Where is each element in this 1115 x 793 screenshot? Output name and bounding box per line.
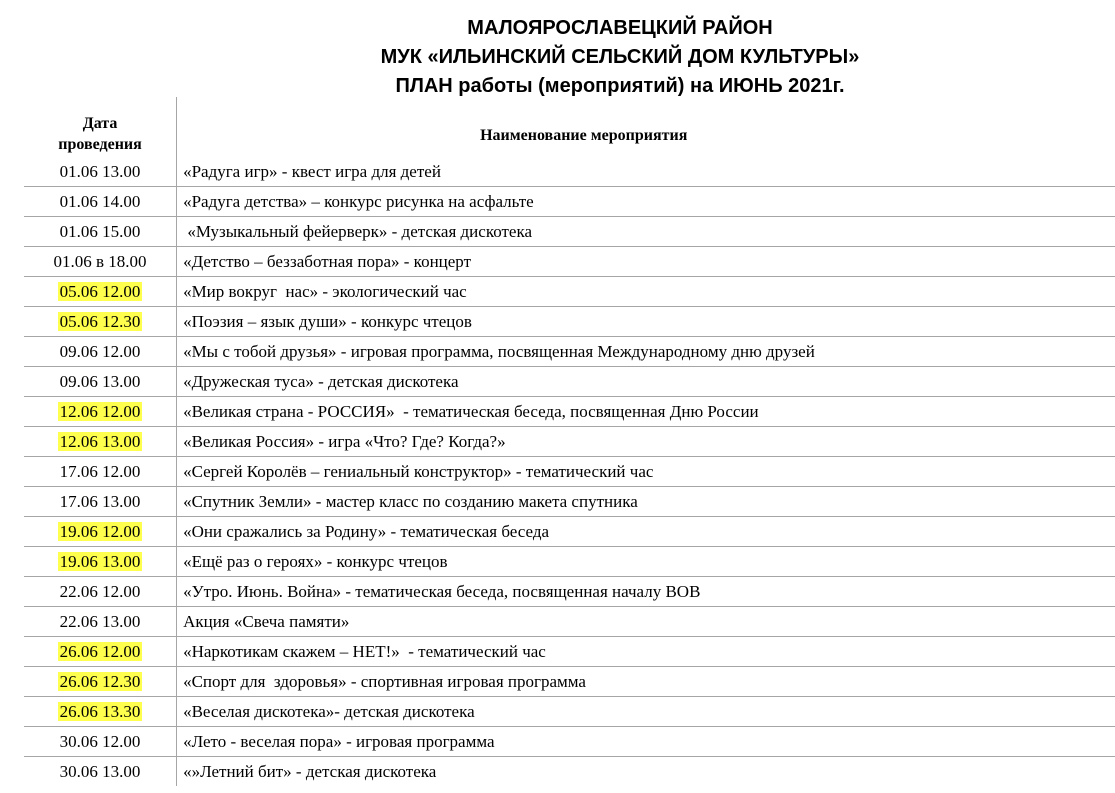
event-date: 22.06 13.00	[59, 611, 141, 631]
table-row	[24, 367, 1115, 397]
event-name: «Детство – беззаботная пора» - концерт	[177, 247, 1115, 277]
table-body	[24, 157, 1115, 786]
column-header-date-line1: Дата	[82, 115, 118, 132]
event-date: 30.06 12.00	[59, 731, 141, 751]
document-title	[0, 14, 1115, 101]
table-row	[24, 217, 1115, 247]
event-date: 17.06 12.00	[59, 461, 141, 481]
event-date-cell	[24, 457, 177, 487]
event-name: «Ещё раз о героях» - конкурс чтецов	[177, 547, 1115, 577]
event-name: «Великая Россия» - игра «Что? Где? Когда?»	[177, 427, 1115, 457]
event-date-cell	[24, 307, 177, 337]
event-date-cell	[24, 697, 177, 727]
event-date: 17.06 13.00	[59, 491, 141, 511]
event-name: «Дружеская туса» - детская дискотека	[177, 367, 1115, 397]
table-row	[24, 667, 1115, 697]
event-date-cell	[24, 427, 177, 457]
table-row	[24, 637, 1115, 667]
event-name: «Радуга детства» – конкурс рисунка на асфальте	[177, 187, 1115, 217]
event-name: «Мы с тобой друзья» - игровая программа, посвященная Международному дню друзей	[177, 337, 1115, 367]
table-row	[24, 397, 1115, 427]
table-row	[24, 757, 1115, 787]
event-date: 26.06 13.30	[59, 701, 141, 721]
event-date-cell	[24, 637, 177, 667]
event-name: «Спутник Земли» - мастер класс по созданию макета спутника	[177, 487, 1115, 517]
table-row	[24, 247, 1115, 277]
event-name: «Поэзия – язык души» - конкурс чтецов	[177, 307, 1115, 337]
events-table	[24, 97, 1115, 786]
event-date: 09.06 13.00	[59, 371, 141, 391]
event-name: «Наркотикам скажем – НЕТ!» - тематический час	[177, 637, 1115, 667]
event-date: 01.06 14.00	[59, 191, 141, 211]
table-row	[24, 427, 1115, 457]
event-date-cell	[24, 577, 177, 607]
table-header-row	[24, 97, 1115, 157]
event-name: «Веселая дискотека»- детская дискотека	[177, 697, 1115, 727]
event-date: 01.06 15.00	[59, 221, 141, 241]
event-name: Акция «Свеча памяти»	[177, 607, 1115, 637]
event-date-cell	[24, 247, 177, 277]
event-date-cell	[24, 517, 177, 547]
event-date: 26.06 12.00	[59, 641, 141, 661]
event-date: 05.06 12.00	[59, 281, 141, 301]
event-date: 01.06 в 18.00	[53, 251, 147, 271]
event-date: 09.06 12.00	[59, 341, 141, 361]
event-date: 30.06 13.00	[59, 761, 141, 781]
event-date-cell	[24, 277, 177, 307]
event-date-cell	[24, 487, 177, 517]
table-row	[24, 517, 1115, 547]
event-date: 05.06 12.30	[59, 311, 141, 331]
table-row	[24, 607, 1115, 637]
table-row	[24, 547, 1115, 577]
table-row	[24, 697, 1115, 727]
table-row	[24, 337, 1115, 367]
table-row	[24, 457, 1115, 487]
table-row	[24, 157, 1115, 187]
table-row	[24, 727, 1115, 757]
event-date-cell	[24, 187, 177, 217]
event-name: «Мир вокруг нас» - экологический час	[177, 277, 1115, 307]
event-date-cell	[24, 337, 177, 367]
column-header-date-line2: проведения	[58, 136, 142, 153]
event-date: 12.06 13.00	[59, 431, 141, 451]
event-name: «Великая страна - РОССИЯ» - тематическая беседа, посвященная Дню России	[177, 397, 1115, 427]
event-date-cell	[24, 157, 177, 187]
title-organization: МУК «ИЛЬИНСКИЙ СЕЛЬСКИЙ ДОМ КУЛЬТУРЫ»	[380, 46, 860, 68]
event-name: «Они сражались за Родину» - тематическая беседа	[177, 517, 1115, 547]
event-date: 26.06 12.30	[59, 671, 141, 691]
event-date-cell	[24, 547, 177, 577]
event-date: 19.06 12.00	[59, 521, 141, 541]
table-row	[24, 307, 1115, 337]
event-date: 22.06 12.00	[59, 581, 141, 601]
title-district: МАЛОЯРОСЛАВЕЦКИЙ РАЙОН	[467, 17, 773, 39]
column-header-date	[24, 97, 177, 157]
event-date-cell	[24, 757, 177, 787]
event-name: «Музыкальный фейерверк» - детская дискотека	[177, 217, 1115, 247]
event-name: «Лето - веселая пора» - игровая программа	[177, 727, 1115, 757]
event-date-cell	[24, 397, 177, 427]
event-name: «»Летний бит» - детская дискотека	[177, 757, 1115, 787]
column-header-name: Наименование мероприятия	[177, 97, 1115, 157]
table-row	[24, 277, 1115, 307]
table-row	[24, 487, 1115, 517]
event-date-cell	[24, 367, 177, 397]
event-date: 19.06 13.00	[59, 551, 141, 571]
event-date: 01.06 13.00	[59, 161, 141, 181]
event-date: 12.06 12.00	[59, 401, 141, 421]
event-name: «Спорт для здоровья» - спортивная игровая программа	[177, 667, 1115, 697]
event-date-cell	[24, 217, 177, 247]
title-plan: ПЛАН работы (мероприятий) на ИЮНЬ 2021г.	[395, 75, 845, 97]
event-name: «Утро. Июнь. Война» - тематическая беседа, посвященная началу ВОВ	[177, 577, 1115, 607]
event-date-cell	[24, 667, 177, 697]
event-date-cell	[24, 607, 177, 637]
event-date-cell	[24, 727, 177, 757]
table-row	[24, 187, 1115, 217]
event-name: «Радуга игр» - квест игра для детей	[177, 157, 1115, 187]
table-row	[24, 577, 1115, 607]
event-name: «Сергей Королёв – гениальный конструктор» - тематический час	[177, 457, 1115, 487]
